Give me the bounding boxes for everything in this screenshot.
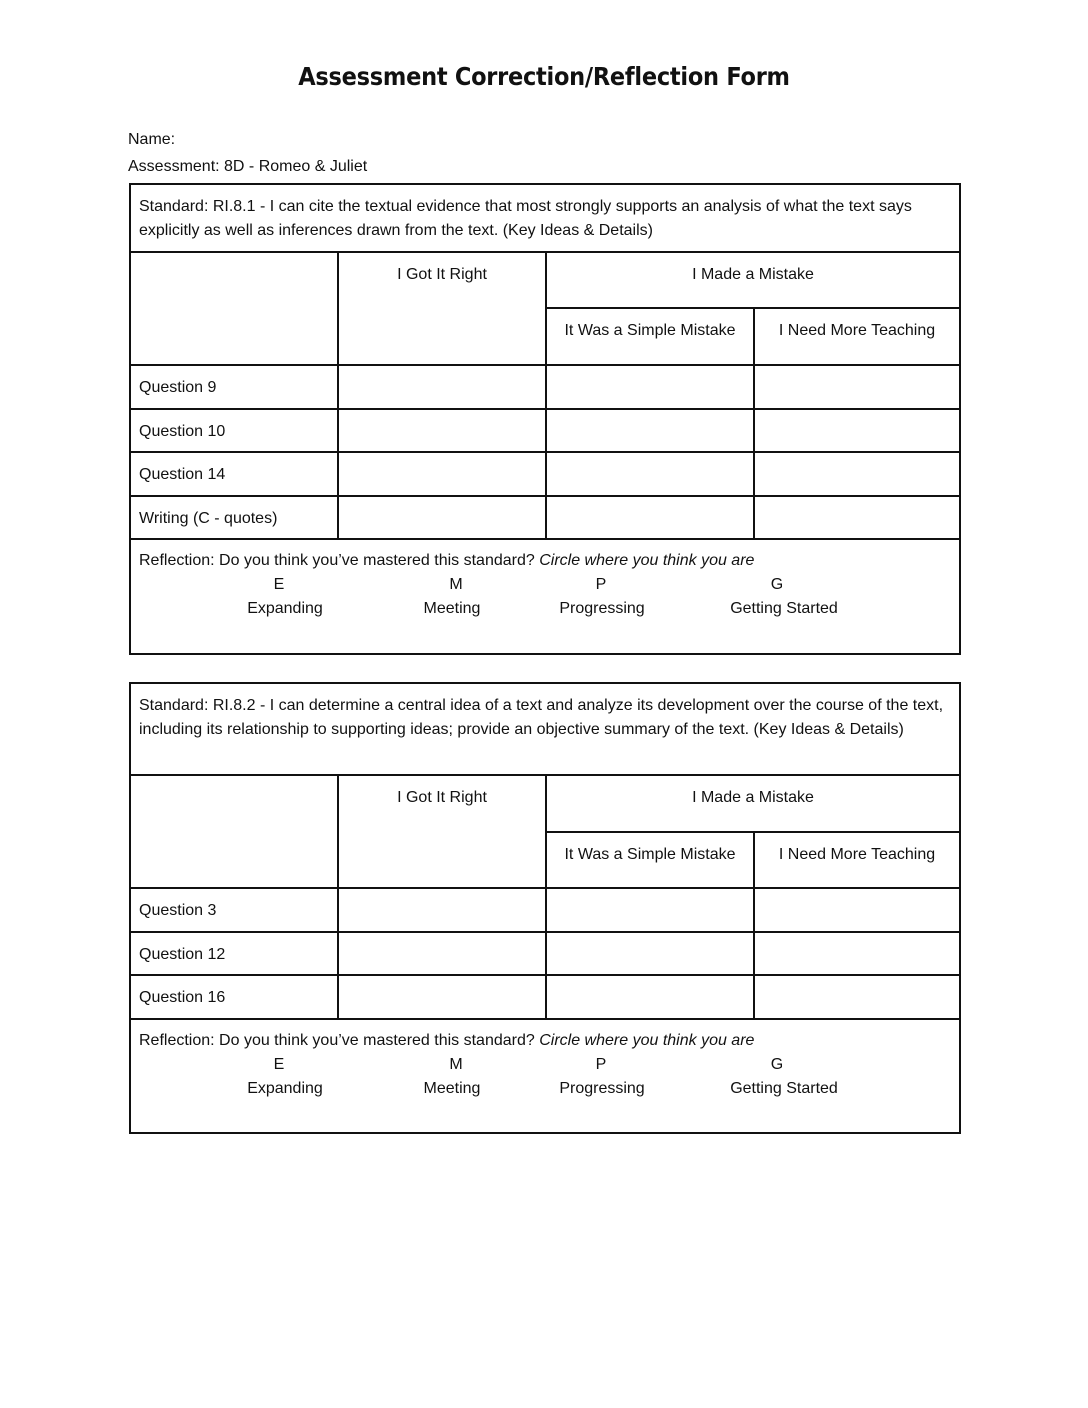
level-label[interactable]: Expanding	[247, 1080, 323, 1097]
simple-mistake-header: It Was a Simple Mistake	[564, 322, 736, 339]
question-label: Question 14	[139, 466, 226, 483]
got-it-right-header: I Got It Right	[397, 266, 487, 283]
level-label[interactable]: Meeting	[423, 600, 481, 617]
level-letter[interactable]: E	[273, 576, 285, 593]
question-label: Question 16	[139, 989, 226, 1006]
got-it-right-header: I Got It Right	[397, 789, 487, 806]
reflection-prompt-italic: Circle where you think you are	[539, 1032, 755, 1049]
level-letter[interactable]: P	[595, 1056, 607, 1073]
need-teaching-header: I Need More Teaching	[778, 846, 936, 863]
reflection-prompt-text: Reflection: Do you think you’ve mastered this standard?	[139, 1032, 535, 1049]
level-label[interactable]: Getting Started	[730, 1080, 838, 1097]
level-letter[interactable]: M	[449, 1056, 463, 1073]
reflection-prompt	[139, 549, 754, 573]
level-letter[interactable]: E	[273, 1056, 285, 1073]
made-mistake-header: I Made a Mistake	[692, 789, 814, 806]
question-label: Question 3	[139, 902, 217, 919]
reflection-prompt-text: Reflection: Do you think you’ve mastered this standard?	[139, 552, 535, 569]
question-label: Question 12	[139, 946, 226, 963]
standard-section-1	[129, 183, 961, 655]
assessment-label: Assessment: 8D - Romeo & Juliet	[128, 158, 368, 175]
level-label[interactable]: Progressing	[559, 1080, 645, 1097]
reflection-prompt-italic: Circle where you think you are	[539, 552, 755, 569]
simple-mistake-header: It Was a Simple Mistake	[564, 846, 736, 863]
reflection-prompt	[139, 1029, 754, 1053]
level-label[interactable]: Progressing	[559, 600, 645, 617]
page-title: Assessment Correction/Reflection Form	[298, 62, 790, 91]
question-label: Question 9	[139, 379, 217, 396]
need-teaching-header: I Need More Teaching	[778, 322, 936, 339]
level-letter[interactable]: G	[770, 576, 784, 593]
level-label[interactable]: Getting Started	[730, 600, 838, 617]
level-label[interactable]: Expanding	[247, 600, 323, 617]
level-label[interactable]: Meeting	[423, 1080, 481, 1097]
level-letter[interactable]: M	[449, 576, 463, 593]
standard-section-2	[129, 682, 961, 1134]
name-label: Name:	[128, 131, 176, 148]
question-label: Writing (C - quotes)	[139, 510, 278, 527]
standard-text: Standard: RI.8.2 - I can determine a central idea of a text and analyze its development over the course of the text, including its relationship to supporting ideas; provide an objective summary of the text. (Key Ideas & Details)	[139, 697, 944, 738]
level-letter[interactable]: P	[595, 576, 607, 593]
question-label: Question 10	[139, 423, 226, 440]
made-mistake-header: I Made a Mistake	[692, 266, 814, 283]
standard-text: Standard: RI.8.1 - I can cite the textual evidence that most strongly supports an analysis of what the text says explicitly as well as inferences drawn from the text. (Key Ideas & Details)	[139, 198, 912, 239]
level-letter[interactable]: G	[770, 1056, 784, 1073]
